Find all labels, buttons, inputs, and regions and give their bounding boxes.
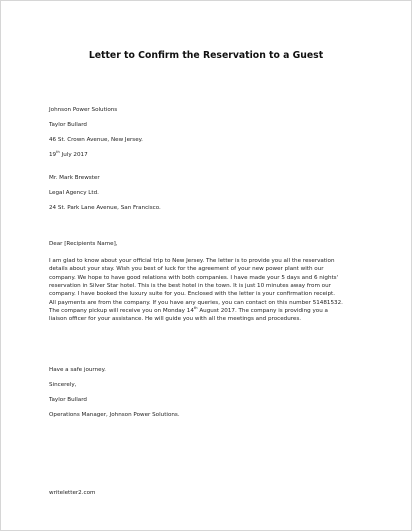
body-line: details about your stay. Wish you best of luck for the agreement of your new power plant with our — [49, 266, 324, 273]
closing-signoff: Sincerely, — [49, 382, 77, 388]
body-line-7-sup: th — [193, 306, 198, 311]
closing-block — [49, 367, 369, 427]
letter-body — [49, 257, 371, 324]
date-day: 19 — [49, 152, 57, 158]
signer-name: Taylor Bullard — [49, 397, 87, 403]
sender-block — [49, 107, 369, 167]
body-line: I am glad to know about your official trip to New Jersey. The letter is to provide you all the reservation — [49, 258, 335, 264]
recipient-name: Mr. Mark Brewster — [49, 175, 100, 181]
sender-address: 46 St. Crown Avenue, New Jersey. — [49, 137, 143, 143]
date-rest: July 2017 — [59, 152, 88, 158]
body-line: All payments are from the company. If you have any queries, you can contact on this number 51481532. — [49, 299, 343, 306]
letter-title: Letter to Confirm the Reservation to a Guest — [88, 50, 324, 61]
body-line — [49, 307, 371, 315]
body-line-7-start: The company pickup will receive you on Monday 14 — [49, 308, 194, 315]
salutation: Dear [Recipients Name], — [49, 241, 118, 247]
body-line: company. We hope to have good relations with both companies. I have made your 5 days and 6 nights' — [49, 274, 339, 281]
body-line: liaison officer for your assistance. He will guide you with all the meetings and procedures. — [49, 316, 302, 323]
letter-date — [49, 152, 369, 159]
body-line: reservation in Silver Star hotel. This is the best hotel in the town. It is just 10 minutes away from our — [49, 283, 331, 290]
sender-company: Johnson Power Solutions — [49, 107, 118, 113]
sender-name: Taylor Bullard — [49, 122, 87, 128]
recipient-block — [49, 175, 369, 220]
signer-position: Operations Manager, Johnson Power Solutions. — [49, 412, 180, 418]
footer-website: writeletter2.com — [49, 490, 96, 496]
body-line-7-end: August 2017. The company is providing you a — [197, 308, 328, 315]
date-suffix: th — [56, 150, 60, 155]
body-line: company. I have booked the luxury suite for you. Enclosed with the letter is your confirmation receipt. — [49, 291, 335, 298]
recipient-address: 24 St. Park Lane Avenue, San Francisco. — [49, 205, 161, 211]
recipient-company: Legal Agency Ltd. — [49, 190, 99, 196]
closing-wish: Have a safe journey. — [49, 367, 106, 373]
